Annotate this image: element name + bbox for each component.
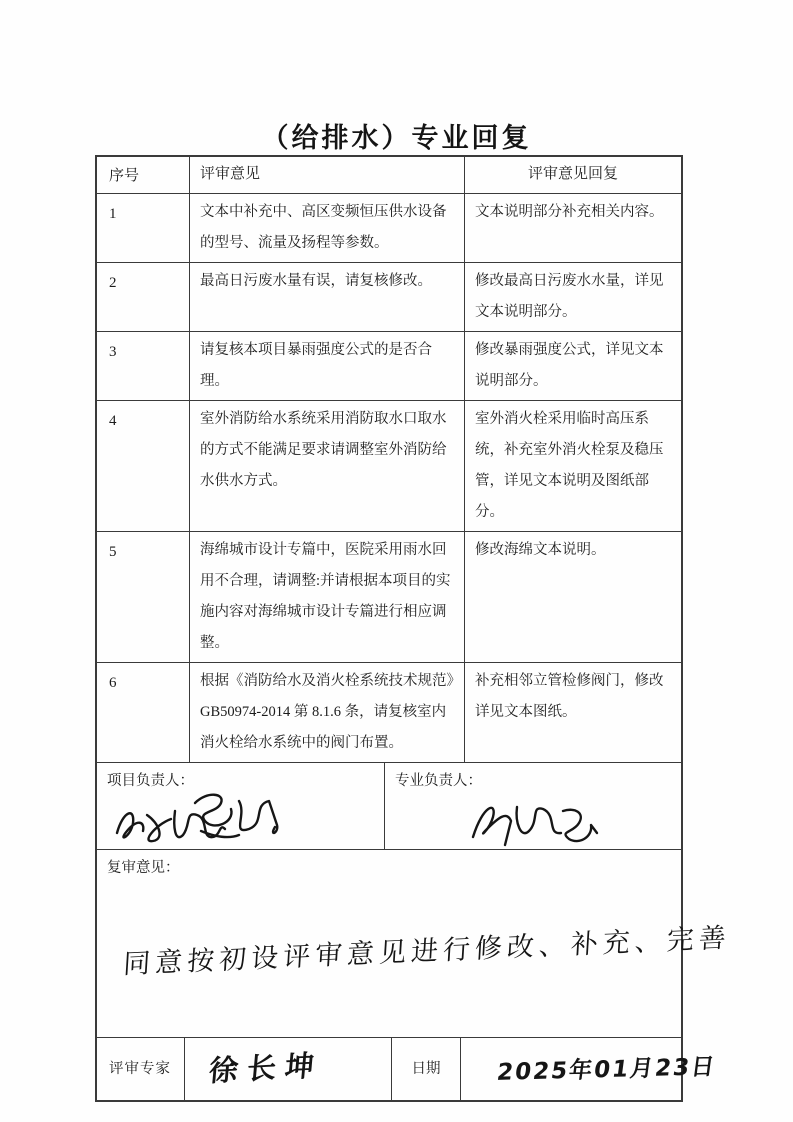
page-title: （给排水）专业回复 — [261, 123, 532, 153]
review-opinion-handwriting: 同意按初设评审意见进行修改、补充、完善 — [122, 922, 732, 981]
row-no: 6 — [109, 675, 117, 691]
review-opinion-label: 复审意见： — [107, 860, 180, 876]
row-comment: 文本中补充中、高区变频恒压供水设备的型号、流量及扬程等参数。 — [189, 194, 464, 262]
row-no: 2 — [109, 275, 117, 291]
row-no: 3 — [109, 344, 117, 360]
table-row — [97, 662, 681, 762]
row-reply: 室外消火栓采用临时高压系统，补充室外消火栓泵及稳压管，详见文本说明及图纸部分。 — [464, 401, 681, 531]
row-comment: 请复核本项目暴雨强度公式的是否合理。 — [189, 332, 464, 400]
project-leader-label: 项目负责人： — [107, 773, 194, 789]
leaders-signature-row — [97, 762, 681, 849]
header-reply: 评审意见回复 — [464, 157, 681, 193]
review-reply-table — [95, 155, 732, 1102]
row-reply: 修改最高日污废水水量，详见文本说明部分。 — [464, 263, 681, 331]
table-row — [97, 331, 681, 400]
review-opinion-row — [97, 849, 732, 1037]
specialty-leader-label: 专业负责人： — [395, 773, 482, 789]
expert-label: 评审专家 — [109, 1060, 171, 1077]
project-leader-cell — [97, 763, 384, 849]
expert-signature-handwriting: 徐长坤 — [207, 1047, 325, 1089]
row-reply: 修改海绵文本说明。 — [464, 532, 681, 662]
table-header-row — [97, 157, 681, 193]
row-reply: 补充相邻立管检修阀门，修改详见文本图纸。 — [464, 663, 681, 762]
table-row — [97, 400, 681, 531]
row-no: 4 — [109, 413, 117, 429]
expert-signature-cell — [184, 1038, 391, 1100]
date-handwriting: 2025年01月23日 — [495, 1054, 718, 1086]
row-reply: 修改暴雨强度公式，详见文本说明部分。 — [464, 332, 681, 400]
row-comment: 根据《消防给水及消火栓系统技术规范》GB50974-2014 第 8.1.6 条，请复核室内消火栓给水系统中的阀门布置。 — [189, 663, 464, 762]
date-value-cell — [460, 1038, 718, 1100]
row-comment: 最高日污废水量有误，请复核修改。 — [189, 263, 464, 331]
table-row — [97, 262, 681, 331]
table-row — [97, 531, 681, 662]
header-no: 序号 — [109, 168, 140, 184]
review-opinion-cell — [97, 850, 732, 1037]
handwritten-signature — [181, 785, 291, 847]
row-reply: 文本说明部分补充相关内容。 — [464, 194, 681, 262]
table-row — [97, 193, 681, 262]
expert-date-row — [97, 1037, 718, 1100]
row-comment: 室外消防给水系统采用消防取水口取水的方式不能满足要求请调整室外消防给水供水方式。 — [189, 401, 464, 531]
row-comment: 海绵城市设计专篇中，医院采用雨水回用不合理，请调整:并请根据本项目的实施内容对海绵城市设计专篇进行相应调整。 — [189, 532, 464, 662]
header-comment: 评审意见 — [189, 157, 464, 193]
row-no: 5 — [109, 544, 117, 560]
row-no: 1 — [109, 206, 117, 222]
specialty-leader-cell — [384, 763, 681, 849]
handwritten-signature — [463, 793, 603, 853]
date-label: 日期 — [391, 1038, 460, 1100]
